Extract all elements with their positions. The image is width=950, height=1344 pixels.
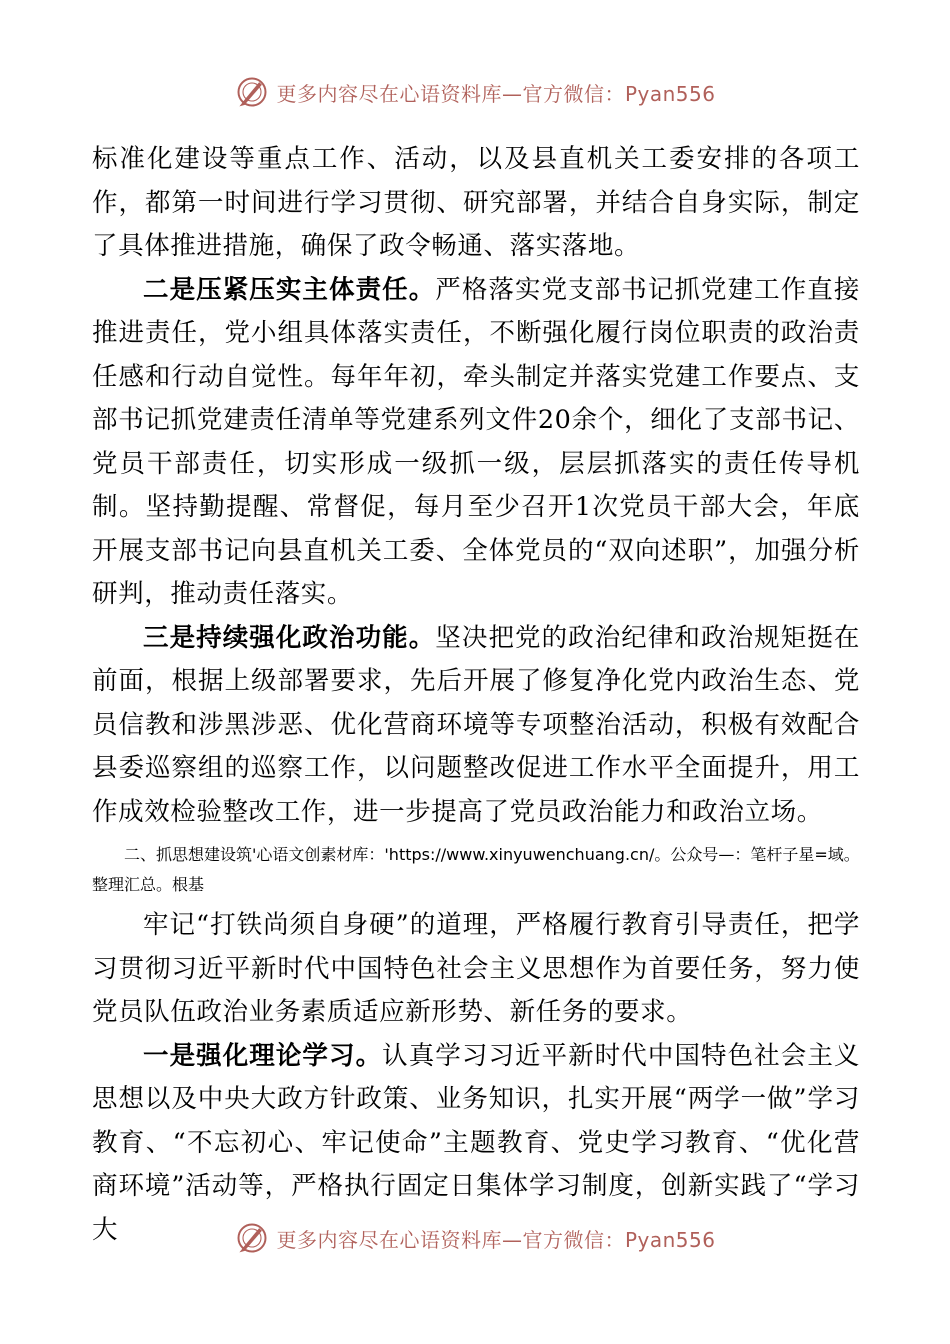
paragraph-body: 认真学习习近平新时代中国特色社会主义思想以及中央大政方针政策、业务知识，扎实开展“两学一做”学习教育、“不忘初心、牢记使命”主题教育、党史学习教育、“优化营商环境”活动等，严格执行固定日集体学习制度，创新实践了“学习大 <box>92 1040 860 1245</box>
pen-logo-icon <box>234 1220 270 1256</box>
paragraph <box>92 617 860 835</box>
document-body <box>92 138 860 1252</box>
paragraph: 牢记“打铁尚须自身硬”的道理，严格履行教育引导责任，把学习贯彻习近平新时代中国特色社会主义思想作为首要任务，努力使党员队伍政治业务素质适应新形势、新任务的要求。 <box>92 910 860 1027</box>
header-banner-text: 更多内容尽在心语资料库—官方微信：Pyan556 <box>276 81 716 106</box>
paragraph-body: 严格落实党支部书记抓党建工作直接推进责任，党小组具体落实责任，不断强化履行岗位职责的政治责任感和行动自觉性。每年年初，牵头制定并落实党建工作要点、支部书记抓党建责任清单等党建系列文件20余个，细化了支部书记、党员干部责任，切实形成一级抓一级，层层抓落实的责任传导机制。坚持勤提醒、常督促，每月至少召开1次党员干部大会，年底开展支部书记向县直机关工委、全体党员的“双向述职”，加强分析研判，推动责任落实。 <box>92 274 860 609</box>
paragraph-lead: 三是持续强化政治功能。 <box>143 622 436 653</box>
paragraph-lead: 一是强化理论学习。 <box>143 1040 383 1071</box>
paragraph: 标准化建设等重点工作、活动，以及县直机关工委安排的各项工作，都第一时间进行学习贯彻、研究部署，并结合自身实际，制定了具体推进措施，确保了政令畅通、落实落地。 <box>92 144 860 261</box>
paragraph <box>92 269 860 617</box>
paragraph-body: 坚决把党的政治纪律和政治规矩挺在前面，根据上级部署要求，先后开展了修复净化党内政治生态、党员信教和涉黑涉恶、优化营商环境等专项整治活动，积极有效配合县委巡察组的巡察工作，以问题整改促进工作水平全面提升，用工作成效检验整改工作，进一步提高了党员政治能力和政治立场。 <box>92 622 860 827</box>
footer-banner <box>0 1218 950 1258</box>
header-banner <box>0 72 950 112</box>
footer-banner-text: 更多内容尽在心语资料库—官方微信：Pyan556 <box>276 1227 716 1252</box>
section-heading: 二、抓思想建设筑'心语文创素材库：'https://www.xinyuwenchuang.cn/。公众号—：笔杆子星=域。整理汇总。根基 <box>92 845 860 894</box>
paragraph-lead: 二是压紧压实主体责任。 <box>143 274 436 305</box>
pen-logo-icon <box>234 74 270 110</box>
